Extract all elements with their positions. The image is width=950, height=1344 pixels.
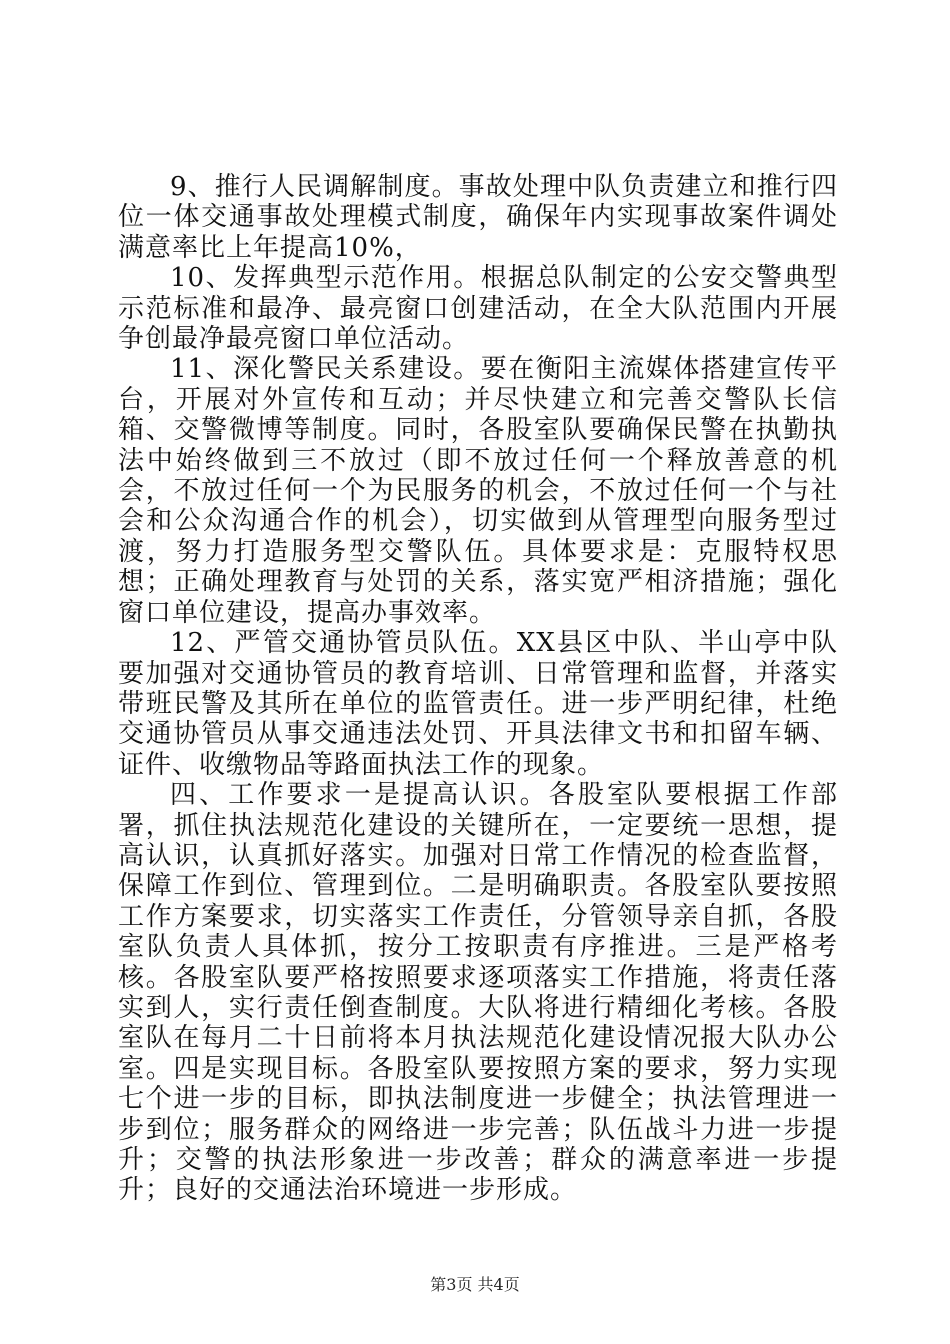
document-body [118,172,838,1206]
paragraph-item-10: 10、发挥典型示范作用。根据总队制定的公安交警典型示范标准和最净、最亮窗口创建活动，在全大队范围内开展争创最净最亮窗口单位活动。 [118,263,838,355]
paragraph-work-requirements: 四、工作要求一是提高认识。各股室队要根据工作部署，抓住执法规范化建设的关键所在，一定要统一思想，提高认识，认真抓好落实。加强对日常工作情况的检查监督，保障工作到位、管理到位。二是明确职责。各股室队要按照工作方案要求，切实落实工作责任，分管领导亲自抓，各股室队负责人具体抓，按分工按职责有序推进。三是严格考核。各股室队要严格按照要求逐项落实工作措施，将责任落实到人，实行责任倒查制度。大队将进行精细化考核。各股室队在每月二十日前将本月执法规范化建设情况报大队办公室。四是实现目标。各股室队要按照方案的要求，努力实现七个进一步的目标，即执法制度进一步健全；执法管理进一步到位；服务群众的网络进一步完善；队伍战斗力进一步提升；交警的执法形象进一步改善；群众的满意率进一步提升；良好的交通法治环境进一步形成。 [118,780,838,1206]
page-number-footer: 第3页 共4页 [430,1275,520,1294]
paragraph-item-9: 9、推行人民调解制度。事故处理中队负责建立和推行四位一体交通事故处理模式制度，确保年内实现事故案件调处满意率比上年提高10%， [118,172,838,263]
paragraph-item-12: 12、严管交通协管员队伍。XX县区中队、半山亭中队要加强对交通协管员的教育培训、日常管理和监督，并落实带班民警及其所在单位的监管责任。进一步严明纪律，杜绝交通协管员从事交通违法处罚、开具法律文书和扣留车辆、证件、收缴物品等路面执法工作的现象。 [118,628,838,780]
paragraph-item-11: 11、深化警民关系建设。要在衡阳主流媒体搭建宣传平台，开展对外宣传和互动；并尽快建立和完善交警队长信箱、交警微博等制度。同时，各股室队要确保民警在执勤执法中始终做到三不放过（即不放过任何一个释放善意的机会，不放过任何一个为民服务的机会，不放过任何一个与社会和公众沟通合作的机会），切实做到从管理型向服务型过渡，努力打造服务型交警队伍。具体要求是：克服特权思想；正确处理教育与处罚的关系，落实宽严相济措施；强化窗口单位建设，提高办事效率。 [118,354,838,628]
